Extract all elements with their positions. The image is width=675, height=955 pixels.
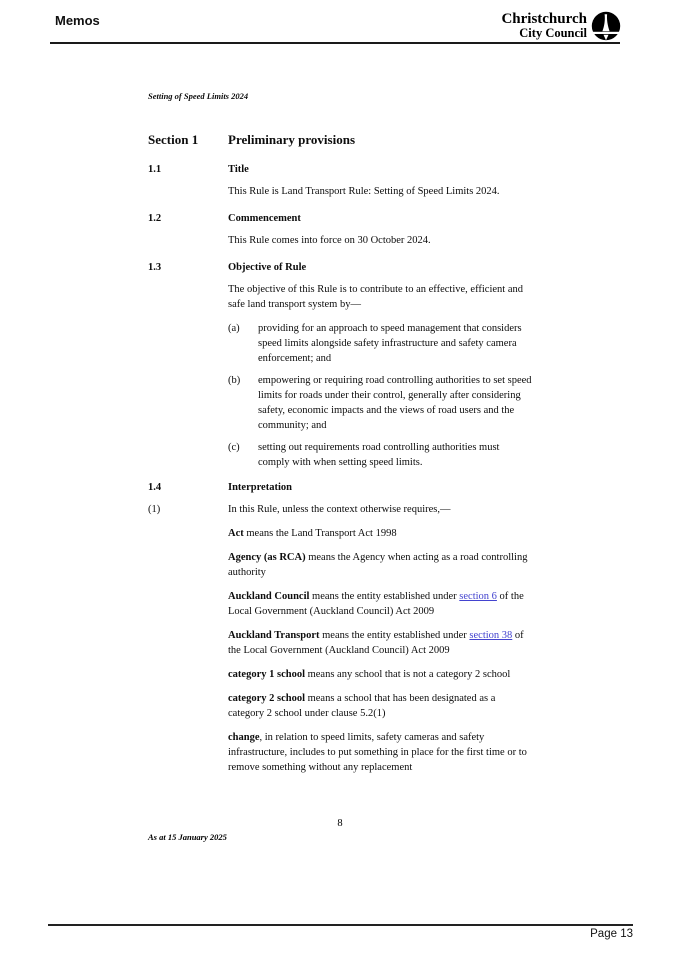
item-marker: (c)	[228, 442, 240, 453]
running-header: Setting of Speed Limits 2024	[148, 91, 249, 101]
clause-number: 1.2	[148, 213, 162, 224]
section-38-link[interactable]: section 38	[469, 630, 513, 641]
clause-number: 1.3	[148, 262, 162, 273]
definition-category-1-school: category 1 school means any school that is not a category 2 school	[228, 669, 511, 680]
item-marker: (a)	[228, 323, 240, 334]
council-brand	[501, 11, 621, 41]
section-title: Preliminary provisions	[228, 132, 355, 147]
section-heading	[148, 132, 532, 148]
clause-1-3	[148, 260, 532, 477]
section-6-link[interactable]: section 6	[459, 591, 497, 602]
clause-heading: Title	[228, 164, 249, 175]
definition-act: Act means the Land Transport Act 1998	[228, 528, 397, 539]
definition-agency: Agency (as RCA) means the Agency when acting as a road controlling authority	[228, 552, 528, 578]
objective-item-b	[228, 373, 532, 433]
council-brand-text	[501, 12, 587, 41]
definition-auckland-council: Auckland Council means the entity established under section 6 of the Local Government (Auckland Council) Act 2009	[228, 591, 524, 617]
subclause-intro: In this Rule, unless the context otherwise requires,—	[228, 504, 451, 515]
objective-item-c	[228, 440, 532, 470]
definition-term: Auckland Transport	[228, 630, 320, 641]
definition-term: category 1 school	[228, 669, 305, 680]
section-number: Section 1	[148, 132, 199, 147]
clause-number: 1.1	[148, 164, 162, 175]
definition-term: Act	[228, 528, 244, 539]
clause-1-1	[148, 162, 532, 208]
document-content	[148, 91, 532, 784]
footer-page-label: Page 13	[590, 928, 633, 940]
subclause-1	[148, 502, 532, 784]
definition-change: change, in relation to speed limits, safety cameras and safety infrastructure, includes to put something in place for the first time or to remove something without any replacement	[228, 732, 527, 773]
definition-auckland-transport: Auckland Transport means the entity established under section 38 of the Local Government (Auckland Council) Act 2009	[228, 630, 524, 656]
clause-number: 1.4	[148, 482, 162, 493]
item-marker: (b)	[228, 375, 241, 386]
clause-heading: Commencement	[228, 213, 301, 224]
clause-paragraph: This Rule is Land Transport Rule: Setting of Speed Limits 2024.	[228, 186, 500, 197]
definition-term: change	[228, 732, 260, 743]
clause-paragraph: This Rule comes into force on 30 October 2024.	[228, 235, 431, 246]
item-text: empowering or requiring road controlling authorities to set speed limits for roads under their control, generally after considering safety, economic impacts and the views of road users and the community; and	[258, 375, 532, 431]
definition-term: Auckland Council	[228, 591, 310, 602]
header-rule	[50, 42, 620, 44]
clause-heading: Interpretation	[228, 482, 292, 493]
clause-heading: Objective of Rule	[228, 262, 307, 273]
brand-name-line1: Christchurch	[501, 10, 587, 27]
brand-name-line2: City Council	[519, 26, 587, 41]
clause-paragraph: The objective of this Rule is to contribute to an effective, efficient and safe land transport system by—	[228, 284, 523, 310]
definition-category-2-school: category 2 school means a school that has been designated as a category 2 school under clause 5.2(1)	[228, 693, 496, 719]
subclause-number: (1)	[148, 504, 161, 515]
clause-1-4	[148, 480, 532, 502]
objective-item-a	[228, 321, 532, 366]
item-text: providing for an approach to speed management that considers speed limits alongside safety infrastructure and safety camera enforcement; and	[258, 323, 522, 364]
as-at-note: As at 15 January 2025	[148, 832, 227, 842]
document-page-number: 8	[337, 818, 343, 829]
item-text: setting out requirements road controlling authorities must comply with when setting speed limits.	[258, 442, 500, 468]
definition-term: category 2 school	[228, 693, 305, 704]
footer-rule	[48, 924, 633, 926]
page-title: Memos	[55, 13, 100, 28]
christchurch-city-council-logo-icon	[591, 11, 621, 41]
clause-1-2	[148, 211, 532, 257]
definition-term: Agency (as RCA)	[228, 552, 306, 563]
